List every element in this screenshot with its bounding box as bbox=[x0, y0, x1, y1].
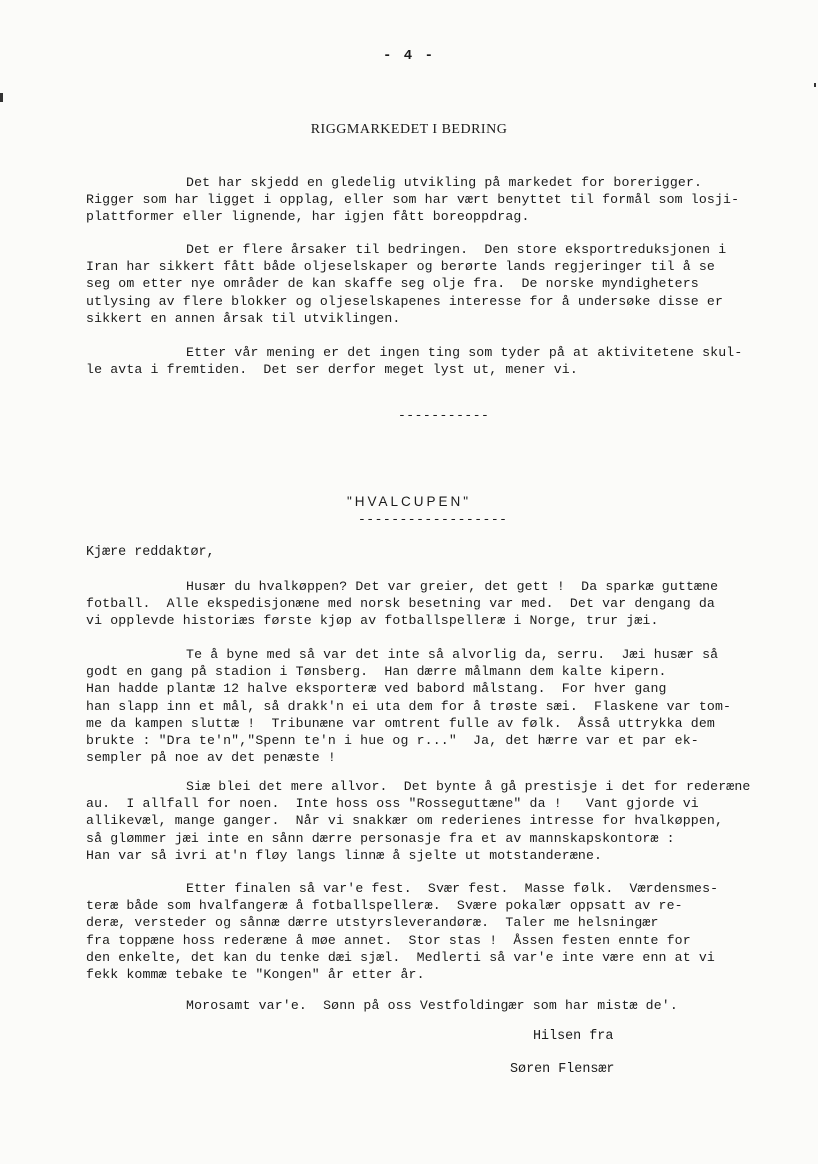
text-line: godt en gang på stadion i Tønsberg. Han dærre målmann dem kalte kipern. bbox=[86, 664, 667, 680]
title-underline: ------------------ bbox=[358, 512, 508, 527]
text-line: Han var så ivri at'n fløy langs linnæ å sjelte ut motstanderæne. bbox=[86, 847, 603, 863]
paragraph bbox=[86, 344, 798, 378]
signature: Søren Flensær bbox=[510, 1062, 615, 1077]
text-line: Etter vår mening er det ingen ting som tyder på at aktivitetene skul- bbox=[186, 345, 743, 360]
text-line: vi opplevde historiæs første kjøp av fotballspelleræ i Norge, trur jæi. bbox=[86, 613, 659, 629]
text-line: sikkert en annen årsak til utviklingen. bbox=[86, 310, 401, 326]
text-line: plattformer eller lignende, har igjen fått boreoppdrag. bbox=[86, 209, 530, 225]
salutation: Kjære reddaktør, bbox=[86, 545, 215, 560]
text-line: me da kampen sluttæ ! Tribunæne var omtrent fulle av følk. Åsså uttrykka dem bbox=[86, 715, 715, 731]
paragraph bbox=[86, 578, 798, 630]
text-line: allikevæl, mange ganger. Når vi snakkær om rederienes intresse for hvalkøppen, bbox=[86, 813, 724, 829]
text-line: Husær du hvalkøppen? Det var greier, det gett ! Da sparkæ guttæne bbox=[186, 579, 719, 594]
text-line: Det er flere årsaker til bedringen. Den store eksportreduksjonen i bbox=[186, 242, 727, 257]
hole-punch-mark bbox=[814, 83, 816, 87]
text-line: Siæ blei det mere allvor. Det bynte å gå prestisje i det for rederæne bbox=[186, 779, 751, 794]
paragraph bbox=[86, 880, 798, 983]
paragraph bbox=[86, 778, 798, 864]
text-line: deræ, versteder og sånnæ dærre utstyrsleverandøræ. Taler me helsningær bbox=[86, 915, 659, 931]
closing: Hilsen fra bbox=[533, 1029, 614, 1044]
section-title-hvalcupen: "HVALCUPEN" bbox=[346, 494, 472, 509]
text-line: au. I allfall for noen. Inte hoss oss "Rosseguttæne" da ! Vant gjorde vi bbox=[86, 796, 699, 812]
section-separator: ----------- bbox=[398, 408, 490, 423]
text-line: Rigger som har ligget i opplag, eller som har vært benyttet til formål som losji- bbox=[86, 192, 740, 208]
text-line: brukte : "Dra te'n","Spenn te'n i hue og r..." Ja, det hærre var et par ek- bbox=[86, 733, 699, 749]
text-line: Han hadde plantæ 12 halve eksporteræ ved babord målstang. For hver gang bbox=[86, 681, 667, 697]
section-title-riggmarkedet: RIGGMARKEDET I BEDRING bbox=[310, 122, 508, 137]
text-line: seg om etter nye områder de kan skaffe seg olje fra. De norske myndigheters bbox=[86, 276, 699, 292]
text-line: Te å byne med så var det inte så alvorlig da, serru. Jæi husær så bbox=[186, 647, 719, 662]
text-line: fra toppæne hoss rederæne å møe annet. Stor stas ! Åssen festen ennte for bbox=[86, 932, 691, 948]
page-number: - 4 - bbox=[382, 48, 435, 64]
text-line: så glømmer jæi inte en sånn dærre personasje fra et av mannskapskontoræ : bbox=[86, 830, 675, 846]
paragraph bbox=[86, 241, 798, 327]
text-line: le avta i fremtiden. Det ser derfor meget lyst ut, mener vi. bbox=[86, 362, 578, 378]
paragraph bbox=[86, 174, 798, 226]
text-line: teræ både som hvalfangeræ å fotballspelleræ. Svære pokalær oppsatt av re- bbox=[86, 898, 683, 914]
text-line: fotball. Alle ekspedisjonæne med norsk besetning var med. Det var dengang da bbox=[86, 596, 715, 612]
text-line: Iran har sikkert fått både oljeselskaper og berørte lands regjeringer til å se bbox=[86, 259, 715, 275]
text-line: Det har skjedd en gledelig utvikling på markedet for borerigger. bbox=[186, 175, 703, 190]
text-line: Morosamt var'e. Sønn på oss Vestfoldingær som har mistæ de'. bbox=[186, 998, 678, 1013]
text-line: han slapp inn et mål, så drakk'n ei uta dem for å trøste sæi. Flaskene var tom- bbox=[86, 698, 732, 714]
hole-punch-mark bbox=[0, 93, 3, 102]
text-line: utlysing av flere blokker og oljeselskapenes interesse for å undersøke disse er bbox=[86, 293, 724, 309]
text-line: fekk kommæ tebake te "Kongen" år etter år. bbox=[86, 967, 425, 983]
text-line: Etter finalen så var'e fest. Svær fest. Masse følk. Værdensmes- bbox=[186, 881, 719, 896]
text-line: den enkelte, det kan du tenke dæi sjæl. Medlerti så var'e inte være enn at vi bbox=[86, 949, 715, 965]
paragraph bbox=[86, 646, 798, 766]
text-line: sempler på noe av det penæste ! bbox=[86, 750, 336, 766]
paragraph bbox=[86, 997, 798, 1014]
